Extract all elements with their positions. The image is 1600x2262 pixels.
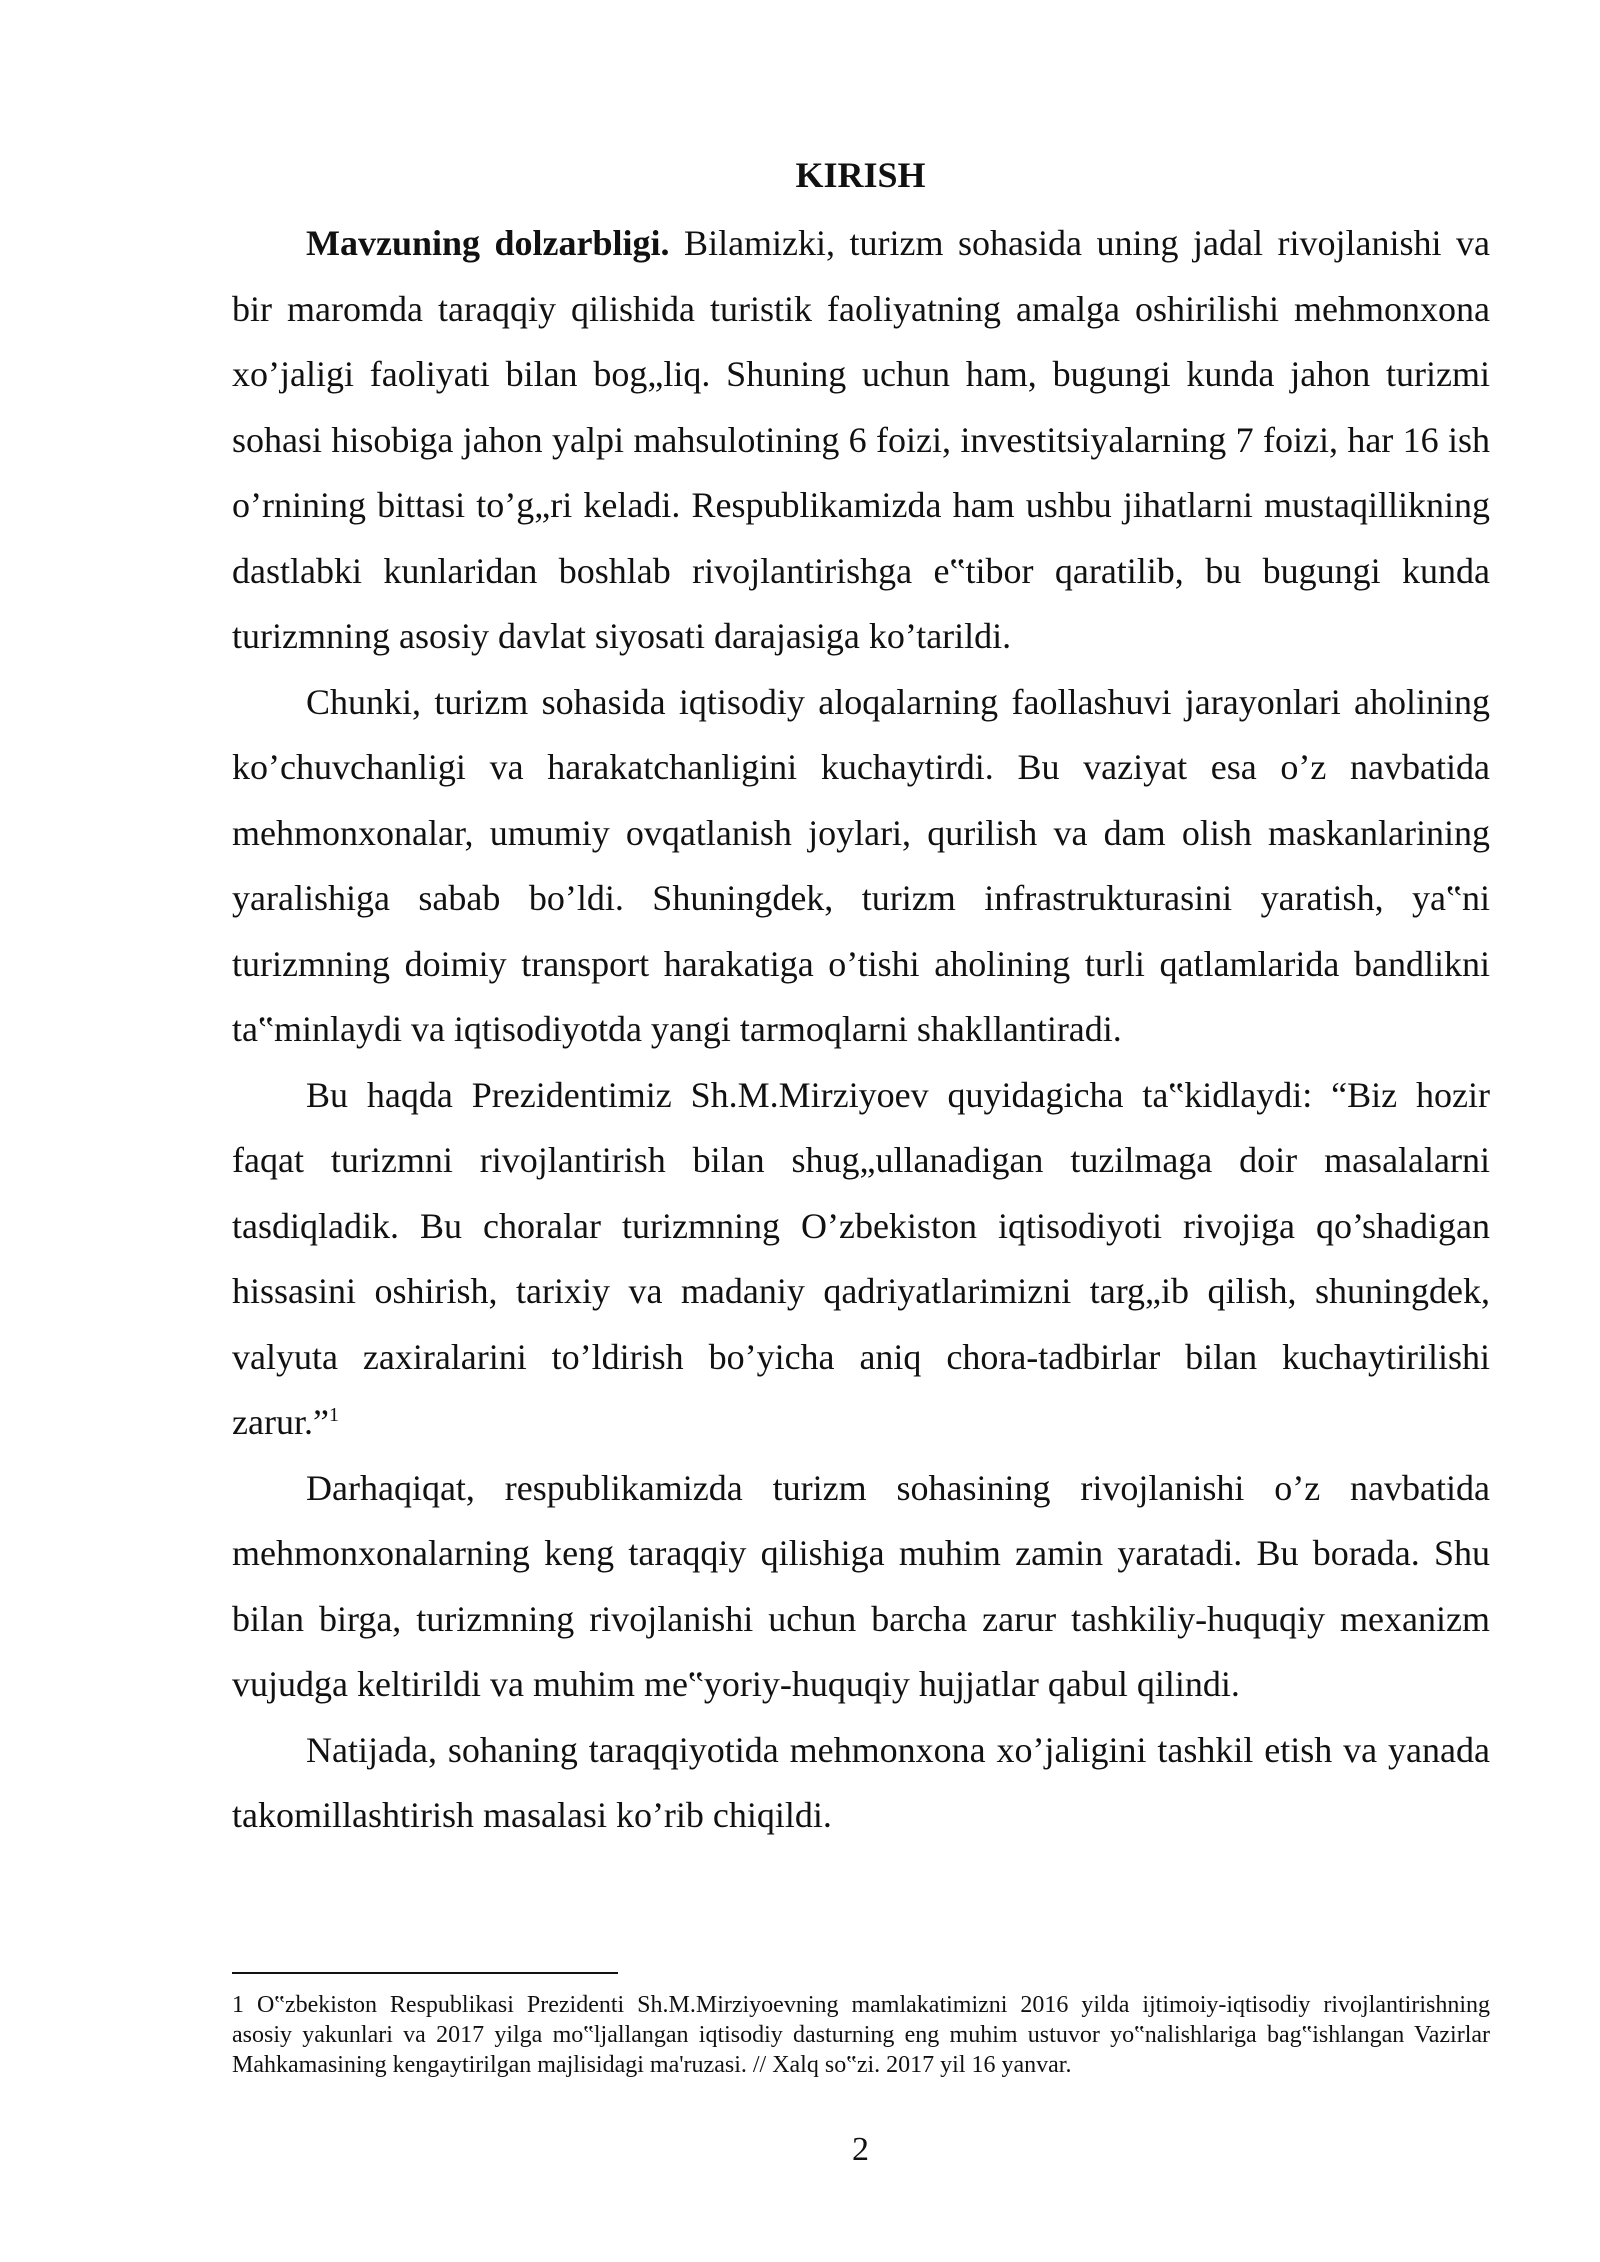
page-number: 2 — [852, 2131, 869, 2168]
footnote-separator — [232, 1972, 618, 1974]
paragraph-hotel-development — [232, 1456, 1490, 1718]
paragraph-text: Darhaqiqat, respublikamizda turizm sohasining rivojlanishi o’z navbatida mehmonxonalarning keng taraqqiy qilishiga muhim zamin yaratadi. Bu borada. Shu bilan birga, turizmning rivojlanishi uchun barcha zarur tashkiliy-huquqiy mexanizm vujudga keltirildi va muhim me‟yoriy-huquqiy hujjatlar qabul qilindi. — [232, 1467, 1490, 1704]
paragraph-lead: Mavzuning dolzarbligi. — [306, 223, 670, 263]
paragraph-text: Natijada, sohaning taraqqiyotida mehmonxona xo’jaligini tashkil etish va yanada takomillashtirish masalasi ko’rib chiqildi. — [232, 1729, 1490, 1835]
paragraph-conclusion — [232, 1718, 1490, 1849]
paragraph-president-quote — [232, 1063, 1490, 1456]
paragraph-text: Bu haqda Prezidentimiz Sh.M.Mirziyoev quyidagicha ta‟kidlaydi: “Biz hozir faqat turizmni rivojlantirish bilan shug„ullanadigan tuzilmaga doir masalalarni tasdiqladik. Bu choralar turizmning O’zbekiston iqtisodiyoti rivojiga qo’shadigan hissasini oshirish, tarixiy va madaniy qadriyatlarimizni targ„ib qilish, shuningdek, valyuta zaxiralarini to’ldirish bo’yicha aniq chora-tadbirlar bilan kuchaytirilishi zarur.” — [232, 1074, 1490, 1442]
paragraph-text: Bilamizki, turizm sohasida uning jadal rivojlanishi va bir maromda taraqqiy qilishida turistik faoliyatning amalga oshirilishi mehmonxona xo’jaligi faoliyati bilan bog„liq. Shuning uchun ham, bugungi kunda jahon turizmi sohasi hisobiga jahon yalpi mahsulotining 6 foizi, investitsiyalarning 7 foizi, har 16 ish o’rnining bittasi to’g„ri keladi. Respublikamizda ham ushbu jihatlarni mustaqillikning dastlabki kunlaridan boshlab rivojlantirishga e‟tibor qaratilib, bu bugungi kunda turizmning asosiy davlat siyosati darajasiga ko’tarildi. — [232, 223, 1490, 656]
section-title: KIRISH — [795, 155, 926, 195]
footnote-text: 1 O‟zbekiston Respublikasi Prezidenti Sh.M.Mirziyoevning mamlakatimizni 2016 yilda ijtimoiy-iqtisodiy rivojlantirishning asosiy yakunlari va 2017 yilga mo‟ljallangan iqtisodiy dasturning eng muhim ustuvor yo‟nalishlariga bag‟ishlangan Vazirlar Mahkamasining kengaytirilgan majlisidagi ma'ruzasi. // Xalq so‟zi. 2017 yil 16 yanvar. — [232, 1992, 1490, 2078]
paragraph-text: Chunki, turizm sohasida iqtisodiy aloqalarning faollashuvi jarayonlari aholining ko’chuvchanligi va harakatchanligini kuchaytirdi. Bu vaziyat esa o’z navbatida mehmonxonalar, umumiy ovqatlanish joylari, qurilish va dam olish maskanlarining yaralishiga sabab bo’ldi. Shuningdek, turizm infrastrukturasini yaratish, ya‟ni turizmning doimiy transport harakatiga o’tishi aholining turli qatlamlarida bandlikni ta‟minlaydi va iqtisodiyotda yangi tarmoqlarni shakllantiradi. — [232, 681, 1490, 1049]
body-text — [232, 211, 1490, 1849]
paragraph-relevance — [232, 211, 1490, 670]
footnote-reference[interactable]: 1 — [328, 1404, 339, 1426]
paragraph-tourism-mobility — [232, 670, 1490, 1063]
